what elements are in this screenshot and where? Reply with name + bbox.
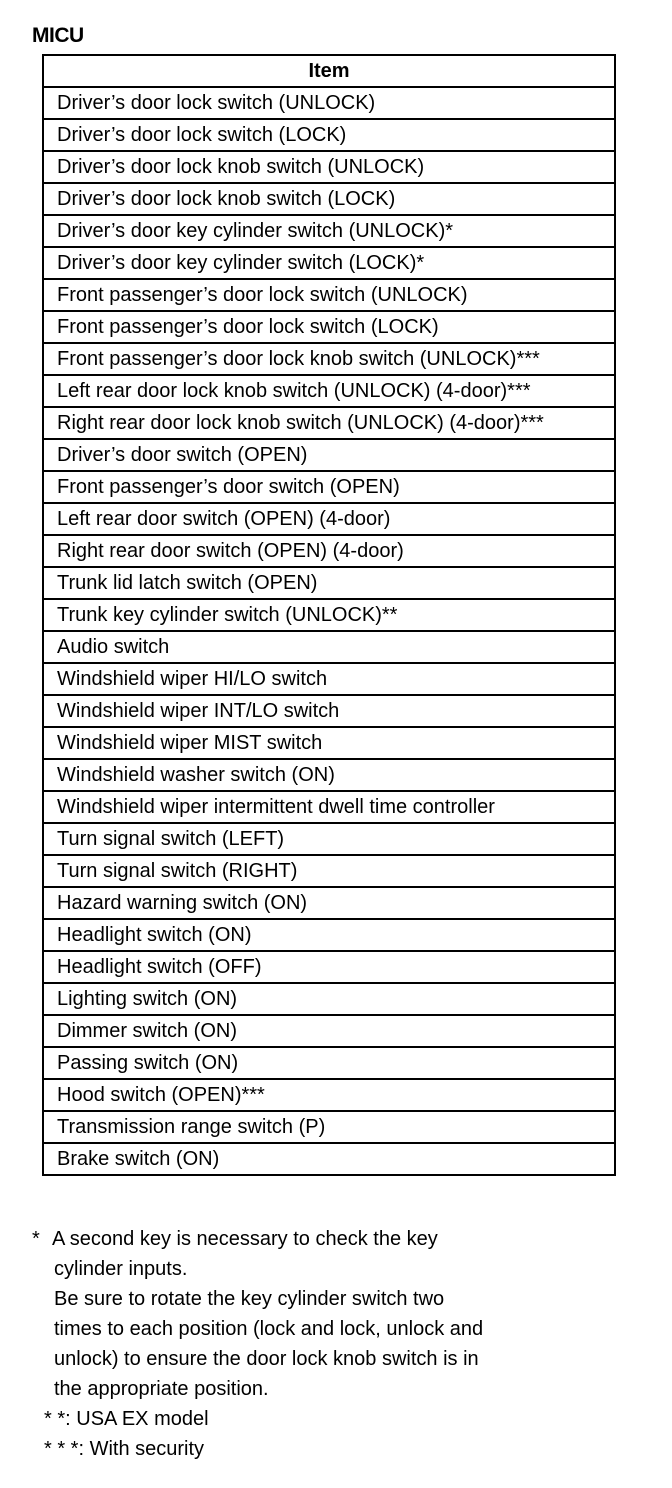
table-row [43, 887, 615, 919]
table-cell-item: Left rear door lock knob switch (UNLOCK) (4-door)*** [43, 375, 615, 407]
footnote-text-line: A second key is necessary to check the key [52, 1228, 438, 1250]
table-cell-item: Transmission range switch (P) [43, 1111, 615, 1143]
table-cell-item: Right rear door lock knob switch (UNLOCK) (4-door)*** [43, 407, 615, 439]
table-cell-item: Lighting switch (ON) [43, 983, 615, 1015]
table-row [43, 1047, 615, 1079]
table-row [43, 407, 615, 439]
footnote-text-line: times to each position (lock and lock, unlock and [54, 1318, 484, 1340]
table-cell-item: Windshield wiper INT/LO switch [43, 695, 615, 727]
table-cell-item: Windshield wiper intermittent dwell time controller [43, 791, 615, 823]
table-cell-item: Front passenger’s door switch (OPEN) [43, 471, 615, 503]
footnote-mark-triple: * * *: [44, 1438, 85, 1460]
footnote-triple-star-line [32, 1434, 632, 1464]
table-row [43, 215, 615, 247]
footnote-mark-single: * [32, 1228, 40, 1250]
table-row [43, 759, 615, 791]
table-cell-item: Driver’s door switch (OPEN) [43, 439, 615, 471]
page-title: MICU [32, 24, 84, 47]
table-row [43, 247, 615, 279]
table-cell-item: Dimmer switch (ON) [43, 1015, 615, 1047]
table-cell-item: Hood switch (OPEN)*** [43, 1079, 615, 1111]
table-cell-item: Driver’s door lock knob switch (UNLOCK) [43, 151, 615, 183]
table-header-row [43, 55, 615, 87]
table-cell-item: Driver’s door lock switch (LOCK) [43, 119, 615, 151]
table-row [43, 951, 615, 983]
table-cell-item: Front passenger’s door lock knob switch (UNLOCK)*** [43, 343, 615, 375]
table-row [43, 183, 615, 215]
footnote-text-line: cylinder inputs. [54, 1258, 188, 1280]
table-row [43, 823, 615, 855]
table-cell-item: Right rear door switch (OPEN) (4-door) [43, 535, 615, 567]
table-row [43, 471, 615, 503]
table-row [43, 1111, 615, 1143]
table-row [43, 503, 615, 535]
table-row [43, 87, 615, 119]
table-row [43, 343, 615, 375]
table-cell-item: Turn signal switch (LEFT) [43, 823, 615, 855]
table-row [43, 983, 615, 1015]
table-cell-item: Trunk lid latch switch (OPEN) [43, 567, 615, 599]
table-row [43, 567, 615, 599]
micu-item-table [42, 54, 616, 1176]
footnote-text-line: the appropriate position. [54, 1378, 269, 1400]
table-cell-item: Trunk key cylinder switch (UNLOCK)** [43, 599, 615, 631]
table-row [43, 311, 615, 343]
table-row [43, 727, 615, 759]
footnotes [32, 1224, 632, 1464]
table-row [43, 791, 615, 823]
table-cell-item: Left rear door switch (OPEN) (4-door) [43, 503, 615, 535]
table-row [43, 599, 615, 631]
table-cell-item: Headlight switch (ON) [43, 919, 615, 951]
table-cell-item: Driver’s door lock knob switch (LOCK) [43, 183, 615, 215]
table-cell-item: Driver’s door key cylinder switch (LOCK)* [43, 247, 615, 279]
table-row [43, 1015, 615, 1047]
table-cell-item: Windshield wiper MIST switch [43, 727, 615, 759]
footnote-single-star-line [32, 1224, 632, 1254]
table-cell-item: Headlight switch (OFF) [43, 951, 615, 983]
footnote-text-line: unlock) to ensure the door lock knob switch is in [54, 1348, 479, 1370]
table-cell-item: Front passenger’s door lock switch (UNLOCK) [43, 279, 615, 311]
table-row [43, 1143, 615, 1175]
table-cell-item: Front passenger’s door lock switch (LOCK) [43, 311, 615, 343]
footnote-double-star-line [32, 1404, 632, 1434]
table-cell-item: Turn signal switch (RIGHT) [43, 855, 615, 887]
footnote-text-line: Be sure to rotate the key cylinder switch two [54, 1288, 445, 1310]
table-cell-item: Passing switch (ON) [43, 1047, 615, 1079]
table-row [43, 439, 615, 471]
table-cell-item: Driver’s door lock switch (UNLOCK) [43, 87, 615, 119]
table-cell-item: Windshield washer switch (ON) [43, 759, 615, 791]
table-row [43, 279, 615, 311]
table-row [43, 119, 615, 151]
table-row [43, 919, 615, 951]
table-header-item: Item [43, 55, 615, 87]
table-cell-item: Audio switch [43, 631, 615, 663]
table-cell-item: Windshield wiper HI/LO switch [43, 663, 615, 695]
table-row [43, 631, 615, 663]
table-row [43, 535, 615, 567]
table-cell-item: Hazard warning switch (ON) [43, 887, 615, 919]
table-row [43, 375, 615, 407]
table-cell-item: Driver’s door key cylinder switch (UNLOCK)* [43, 215, 615, 247]
table-row [43, 855, 615, 887]
table-row [43, 151, 615, 183]
table-cell-item: Brake switch (ON) [43, 1143, 615, 1175]
footnote-mark-double: * *: [44, 1408, 71, 1430]
footnote-double-text: USA EX model [76, 1408, 209, 1430]
footnote-triple-text: With security [89, 1438, 205, 1460]
table-row [43, 663, 615, 695]
table-row [43, 1079, 615, 1111]
table-row [43, 695, 615, 727]
